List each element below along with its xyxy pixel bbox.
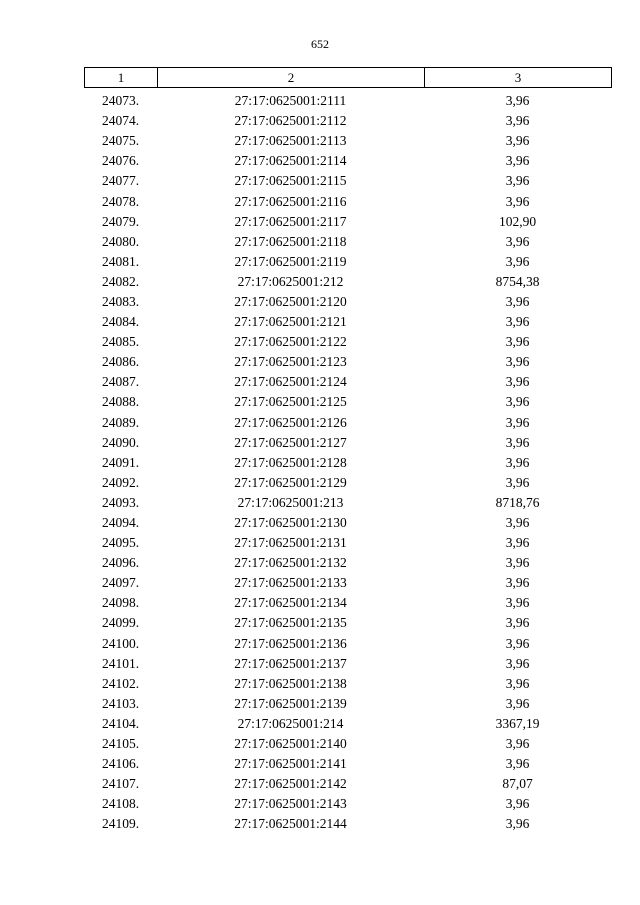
table-row bbox=[84, 734, 611, 754]
table-row bbox=[84, 654, 611, 674]
table-row bbox=[84, 372, 611, 392]
row-number: 24107. bbox=[101, 776, 140, 792]
area-value: 3,96 bbox=[505, 233, 530, 249]
row-number: 24076. bbox=[101, 153, 140, 169]
area-value: 3,96 bbox=[505, 374, 530, 390]
cadastral-number: 27:17:0625001:2142 bbox=[234, 776, 347, 792]
area-value: 3,96 bbox=[505, 474, 530, 490]
row-number: 24103. bbox=[101, 695, 140, 711]
cadastral-number: 27:17:0625001:2116 bbox=[234, 193, 347, 209]
area-value: 8754,38 bbox=[495, 273, 540, 289]
cadastral-number: 27:17:0625001:2125 bbox=[234, 394, 347, 410]
row-number: 24100. bbox=[101, 635, 140, 651]
cadastral-number: 27:17:0625001:2111 bbox=[234, 93, 347, 109]
row-number: 24081. bbox=[101, 253, 140, 269]
row-number: 24101. bbox=[101, 655, 140, 671]
cadastral-number: 27:17:0625001:2118 bbox=[234, 233, 347, 249]
cadastral-number: 27:17:0625001:2129 bbox=[234, 474, 347, 490]
row-number: 24092. bbox=[101, 474, 140, 490]
area-value: 3,96 bbox=[505, 736, 530, 752]
row-number: 24090. bbox=[101, 434, 140, 450]
table-row bbox=[84, 433, 611, 453]
table-row bbox=[84, 292, 611, 312]
table-row bbox=[84, 413, 611, 433]
header-cell-2: 2 bbox=[158, 68, 425, 88]
row-number: 24075. bbox=[101, 133, 140, 149]
area-value: 3,96 bbox=[505, 173, 530, 189]
cadastral-number: 27:17:0625001:2134 bbox=[234, 595, 347, 611]
table-body bbox=[84, 91, 611, 834]
row-number: 24089. bbox=[101, 414, 140, 430]
area-value: 3,96 bbox=[505, 635, 530, 651]
table-row bbox=[84, 352, 611, 372]
cadastral-number: 27:17:0625001:212 bbox=[237, 273, 344, 289]
table-row bbox=[84, 613, 611, 633]
cadastral-number: 27:17:0625001:214 bbox=[237, 715, 344, 731]
header-row bbox=[85, 68, 612, 88]
table-row bbox=[84, 593, 611, 613]
area-value: 3,96 bbox=[505, 293, 530, 309]
area-value: 3,96 bbox=[505, 575, 530, 591]
table-row bbox=[84, 493, 611, 513]
cadastral-number: 27:17:0625001:2128 bbox=[234, 454, 347, 470]
cadastral-number: 27:17:0625001:2127 bbox=[234, 434, 347, 450]
area-value: 8718,76 bbox=[495, 494, 540, 510]
row-number: 24099. bbox=[101, 615, 140, 631]
area-value: 102,90 bbox=[498, 213, 537, 229]
row-number: 24096. bbox=[101, 555, 140, 571]
table-row bbox=[84, 553, 611, 573]
table-header bbox=[84, 67, 612, 88]
row-number: 24079. bbox=[101, 213, 140, 229]
row-number: 24078. bbox=[101, 193, 140, 209]
table-row bbox=[84, 332, 611, 352]
cadastral-number: 27:17:0625001:2113 bbox=[234, 133, 347, 149]
area-value: 3,96 bbox=[505, 414, 530, 430]
area-value: 3,96 bbox=[505, 354, 530, 370]
row-number: 24093. bbox=[101, 494, 140, 510]
cadastral-number: 27:17:0625001:2139 bbox=[234, 695, 347, 711]
area-value: 3,96 bbox=[505, 655, 530, 671]
row-number: 24106. bbox=[101, 756, 140, 772]
row-number: 24094. bbox=[101, 515, 140, 531]
row-number: 24087. bbox=[101, 374, 140, 390]
page-number: 652 bbox=[311, 37, 329, 51]
area-value: 3367,19 bbox=[495, 715, 540, 731]
cadastral-number: 27:17:0625001:2136 bbox=[234, 635, 347, 651]
row-number: 24109. bbox=[101, 816, 140, 832]
table-row bbox=[84, 151, 611, 171]
row-number: 24082. bbox=[101, 273, 140, 289]
table-row bbox=[84, 794, 611, 814]
area-value: 3,96 bbox=[505, 394, 530, 410]
table-row bbox=[84, 694, 611, 714]
area-value: 3,96 bbox=[505, 334, 530, 350]
header-cell-1: 1 bbox=[85, 68, 158, 88]
table-row bbox=[84, 513, 611, 533]
table-row bbox=[84, 573, 611, 593]
table-row bbox=[84, 814, 611, 834]
table-row bbox=[84, 91, 611, 111]
cadastral-number: 27:17:0625001:2121 bbox=[234, 314, 347, 330]
area-value: 3,96 bbox=[505, 535, 530, 551]
area-value: 3,96 bbox=[505, 153, 530, 169]
row-number: 24074. bbox=[101, 113, 140, 129]
row-number: 24080. bbox=[101, 233, 140, 249]
table-row bbox=[84, 392, 611, 412]
table-row bbox=[84, 272, 611, 292]
area-value: 3,96 bbox=[505, 816, 530, 832]
row-number: 24088. bbox=[101, 394, 140, 410]
cadastral-number: 27:17:0625001:2130 bbox=[234, 515, 347, 531]
table-row bbox=[84, 774, 611, 794]
row-number: 24105. bbox=[101, 736, 140, 752]
cadastral-number: 27:17:0625001:2112 bbox=[234, 113, 347, 129]
cadastral-number: 27:17:0625001:2119 bbox=[234, 253, 347, 269]
table-row bbox=[84, 191, 611, 211]
row-number: 24104. bbox=[101, 715, 140, 731]
row-number: 24077. bbox=[101, 173, 140, 189]
table-row bbox=[84, 714, 611, 734]
row-number: 24091. bbox=[101, 454, 140, 470]
cadastral-number: 27:17:0625001:2114 bbox=[234, 153, 347, 169]
row-number: 24102. bbox=[101, 675, 140, 691]
table-row bbox=[84, 453, 611, 473]
table-row bbox=[84, 131, 611, 151]
row-number: 24098. bbox=[101, 595, 140, 611]
area-value: 87,07 bbox=[502, 776, 533, 792]
row-number: 24097. bbox=[101, 575, 140, 591]
area-value: 3,96 bbox=[505, 454, 530, 470]
table-row bbox=[84, 473, 611, 493]
cadastral-number: 27:17:0625001:2135 bbox=[234, 615, 347, 631]
cadastral-number: 27:17:0625001:213 bbox=[237, 494, 344, 510]
table-row bbox=[84, 533, 611, 553]
cadastral-number: 27:17:0625001:2140 bbox=[234, 736, 347, 752]
header-cell-3: 3 bbox=[425, 68, 612, 88]
cadastral-number: 27:17:0625001:2144 bbox=[234, 816, 347, 832]
cadastral-number: 27:17:0625001:2120 bbox=[234, 293, 347, 309]
area-value: 3,96 bbox=[505, 796, 530, 812]
row-number: 24108. bbox=[101, 796, 140, 812]
area-value: 3,96 bbox=[505, 193, 530, 209]
area-value: 3,96 bbox=[505, 133, 530, 149]
area-value: 3,96 bbox=[505, 695, 530, 711]
area-value: 3,96 bbox=[505, 595, 530, 611]
cadastral-number: 27:17:0625001:2115 bbox=[234, 173, 347, 189]
cadastral-number: 27:17:0625001:2131 bbox=[234, 535, 347, 551]
row-number: 24084. bbox=[101, 314, 140, 330]
cadastral-number: 27:17:0625001:2141 bbox=[234, 756, 347, 772]
cadastral-number: 27:17:0625001:2137 bbox=[234, 655, 347, 671]
row-number: 24086. bbox=[101, 354, 140, 370]
table-row bbox=[84, 232, 611, 252]
area-value: 3,96 bbox=[505, 615, 530, 631]
table-row bbox=[84, 674, 611, 694]
area-value: 3,96 bbox=[505, 253, 530, 269]
area-value: 3,96 bbox=[505, 113, 530, 129]
row-number: 24073. bbox=[101, 93, 140, 109]
area-value: 3,96 bbox=[505, 314, 530, 330]
cadastral-number: 27:17:0625001:2143 bbox=[234, 796, 347, 812]
area-value: 3,96 bbox=[505, 756, 530, 772]
table-row bbox=[84, 634, 611, 654]
cadastral-number: 27:17:0625001:2124 bbox=[234, 374, 347, 390]
cadastral-number: 27:17:0625001:2117 bbox=[234, 213, 347, 229]
row-number: 24085. bbox=[101, 334, 140, 350]
table-row bbox=[84, 171, 611, 191]
row-number: 24095. bbox=[101, 535, 140, 551]
table-row bbox=[84, 754, 611, 774]
cadastral-number: 27:17:0625001:2126 bbox=[234, 414, 347, 430]
table-row bbox=[84, 212, 611, 232]
cadastral-number: 27:17:0625001:2133 bbox=[234, 575, 347, 591]
area-value: 3,96 bbox=[505, 515, 530, 531]
cadastral-number: 27:17:0625001:2123 bbox=[234, 354, 347, 370]
cadastral-number: 27:17:0625001:2132 bbox=[234, 555, 347, 571]
table-row bbox=[84, 252, 611, 272]
cadastral-number: 27:17:0625001:2138 bbox=[234, 675, 347, 691]
row-number: 24083. bbox=[101, 293, 140, 309]
table-row bbox=[84, 312, 611, 332]
area-value: 3,96 bbox=[505, 675, 530, 691]
cadastral-number: 27:17:0625001:2122 bbox=[234, 334, 347, 350]
area-value: 3,96 bbox=[505, 434, 530, 450]
table-row bbox=[84, 111, 611, 131]
area-value: 3,96 bbox=[505, 93, 530, 109]
area-value: 3,96 bbox=[505, 555, 530, 571]
